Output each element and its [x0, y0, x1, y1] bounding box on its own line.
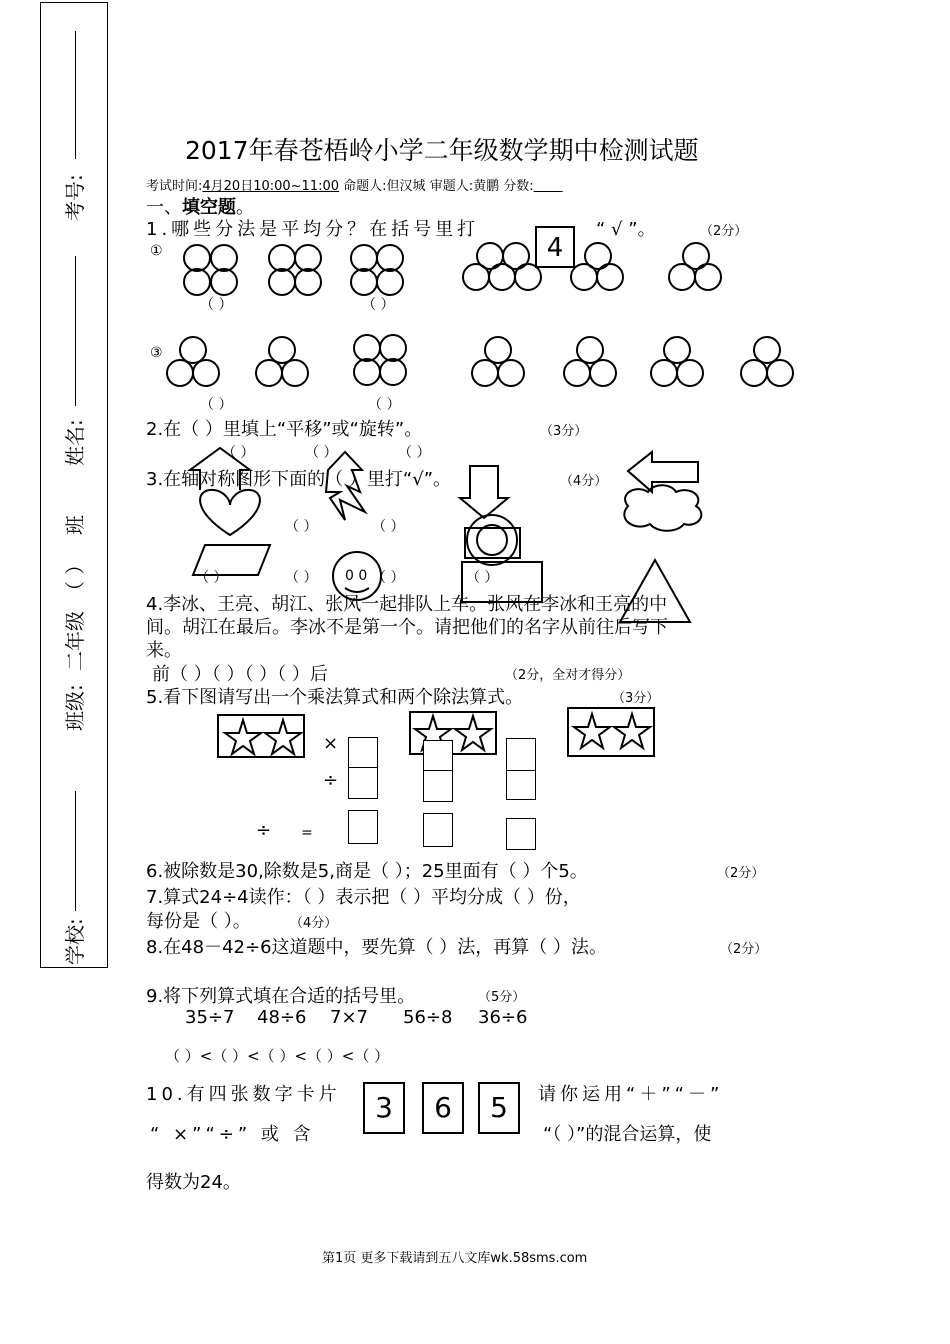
q1-row1-label: ①: [150, 243, 163, 259]
page-title: 2017年春苍梧岭小学二年级数学期中检测试题: [185, 136, 699, 165]
q2-paren-2: （ ）: [305, 445, 338, 461]
q4-order: 前（ ）（ ）（ ）（ ）后: [152, 664, 328, 685]
q5-divide-sign-2: ÷: [256, 820, 272, 841]
circle-group-8: [256, 337, 308, 386]
answer-box[interactable]: [506, 770, 536, 800]
circle-group-9: [354, 335, 406, 385]
q3-paren-6: （ ）: [466, 570, 499, 586]
q1-score: （2分）: [700, 224, 748, 239]
star-3a: [574, 714, 610, 748]
smiley-eyes: 0 0: [345, 568, 368, 584]
q3-paren-3: （ ）: [195, 570, 228, 586]
exam-time-label: 考试时间:: [146, 179, 203, 194]
q7-line-2: 每份是（ ）。: [146, 911, 251, 932]
q3-paren-1: （ ）: [285, 519, 318, 535]
q1-paren-3: （ ）: [200, 397, 233, 413]
ring-inner-shape: [477, 525, 507, 555]
circle-group-11: [564, 337, 616, 386]
q1-mark: “ √ ”。: [596, 219, 656, 240]
section-number: 一、: [146, 197, 182, 218]
base-rectangle-shape: [465, 528, 520, 558]
page-footer: 第1页 更多下载请到五八文库wk.58sms.com: [322, 1251, 588, 1266]
q4-line-3: 来。: [146, 640, 182, 661]
q6-text: 6.被除数是30,除数是5,商是（ ）；25里面有（ ）个5。: [146, 861, 588, 882]
q10-card-2: 6: [422, 1082, 464, 1134]
q10-card-1: 3: [363, 1082, 405, 1134]
q10-text-c: “ ×”“÷” 或 含: [150, 1124, 315, 1145]
q9-expr-4: 56÷8: [403, 1007, 453, 1028]
down-arrow-shape: [460, 466, 508, 518]
circle-group-2: [269, 245, 321, 295]
q4-line-2: 间。胡江在最后。李冰不是第一个。请把他们的名字从前往后写下: [146, 617, 668, 638]
answer-box[interactable]: [348, 767, 378, 799]
q8-score: （2分）: [720, 942, 768, 957]
circle-group-1: [184, 245, 237, 295]
q9-score: （5分）: [478, 990, 526, 1005]
q2-paren-1: （ ）: [222, 445, 255, 461]
section-title: 填空题: [182, 197, 236, 218]
answer-box[interactable]: [348, 737, 378, 769]
circle-group-6: [669, 243, 721, 290]
q3-paren-4: （ ）: [285, 570, 318, 586]
answer-box[interactable]: [506, 738, 536, 772]
q5-times-sign: ×: [323, 733, 339, 754]
circle-group-7: [167, 337, 219, 386]
circle-group-5: [571, 243, 623, 290]
q2-score: （3分）: [540, 424, 588, 439]
q9-text: 9.将下列算式填在合适的括号里。: [146, 986, 416, 1007]
q1-paren-4: （ ）: [368, 397, 401, 413]
q1-text: 1.哪些分法是平均分？在括号里打: [146, 219, 480, 240]
q3-paren-5: （ ）: [372, 570, 405, 586]
grade-text: 二年级: [63, 611, 87, 671]
cloud-shape: [624, 485, 701, 531]
section-dot: 。: [236, 197, 254, 218]
q2-paren-3: （ ）: [398, 445, 431, 461]
q10-text-b: 请你运用“＋”“－”: [538, 1084, 724, 1105]
q1-row3-label: ③: [150, 345, 163, 361]
answer-box[interactable]: [348, 810, 378, 844]
star-3b: [614, 714, 650, 748]
class-ban: 班: [63, 515, 87, 535]
q10-text-e: 得数为24。: [146, 1172, 241, 1193]
q9-expr-5: 36÷6: [478, 1007, 528, 1028]
q3-paren-2: （ ）: [372, 519, 405, 535]
q3-text: 3.在轴对称图形下面的（ ）里打“√”。: [146, 469, 452, 490]
q7-score: （4分）: [290, 916, 338, 931]
q5-text: 5.看下图请写出一个乘法算式和两个除法算式。: [146, 687, 524, 708]
q6-score: （2分）: [717, 866, 765, 881]
q3-score: （4分）: [560, 474, 608, 489]
q5-divide-sign-1: ÷: [323, 770, 339, 791]
q10-card-3: 5: [478, 1082, 520, 1134]
heart-shape: [200, 490, 260, 535]
q10-text-a: 10.有四张数字卡片: [146, 1084, 341, 1105]
q9-expr-2: 48÷6: [257, 1007, 307, 1028]
q1-number-card: 4: [535, 226, 575, 268]
exam-time-value: 4月20日10:00~11:00: [202, 179, 340, 194]
class-label: 班级:: [63, 684, 87, 731]
answer-box[interactable]: [423, 740, 453, 772]
score-label: 分数:: [503, 179, 534, 194]
q9-expr-3: 7×7: [330, 1007, 368, 1028]
q5-equals-sign: =: [301, 825, 313, 841]
q1-paren-1: （ ）: [200, 297, 233, 313]
q5-score: （3分）: [612, 691, 660, 706]
star-1b: [265, 720, 301, 754]
reviewer: 审题人:黄鹏: [429, 179, 500, 194]
circle-group-12: [651, 337, 703, 386]
setter: 命题人:但汉城: [343, 179, 426, 194]
answer-box[interactable]: [423, 770, 453, 802]
circle-group-13: [741, 337, 793, 386]
star-1a: [225, 720, 261, 754]
circle-group-3: [351, 245, 403, 295]
q4-line-1: 4.李冰、王亮、胡江、张风一起排队上车。张风在李冰和王亮的中: [146, 594, 668, 615]
q4-score: （2分，全对才得分）: [505, 668, 631, 683]
school-label: 学校:: [63, 918, 87, 965]
answer-box[interactable]: [506, 818, 536, 850]
name-label: 姓名:: [63, 419, 87, 466]
q2-text: 2.在（ ）里填上“平移”或“旋转”。: [146, 419, 423, 440]
q9-order: （ ）<（ ）<（ ）<（ ）<（ ）: [165, 1047, 390, 1065]
q7-line-1: 7.算式24÷4读作：（ ）表示把（ ）平均分成（ ）份，: [146, 887, 581, 908]
answer-box[interactable]: [423, 813, 453, 847]
q8-text: 8.在48－42÷6这道题中，要先算（ ）法，再算（ ）法。: [146, 937, 607, 958]
circle-group-10: [472, 337, 524, 386]
q9-expr-1: 35÷7: [185, 1007, 235, 1028]
star-2b: [455, 716, 491, 750]
circle-group-4: [463, 243, 541, 290]
q10-text-d: “（ ）”的混合运算，使: [543, 1124, 712, 1145]
q1-paren-2: （ ）: [362, 297, 395, 313]
class-paren: （ ）: [63, 554, 87, 601]
number-label: 考号:: [63, 174, 87, 221]
